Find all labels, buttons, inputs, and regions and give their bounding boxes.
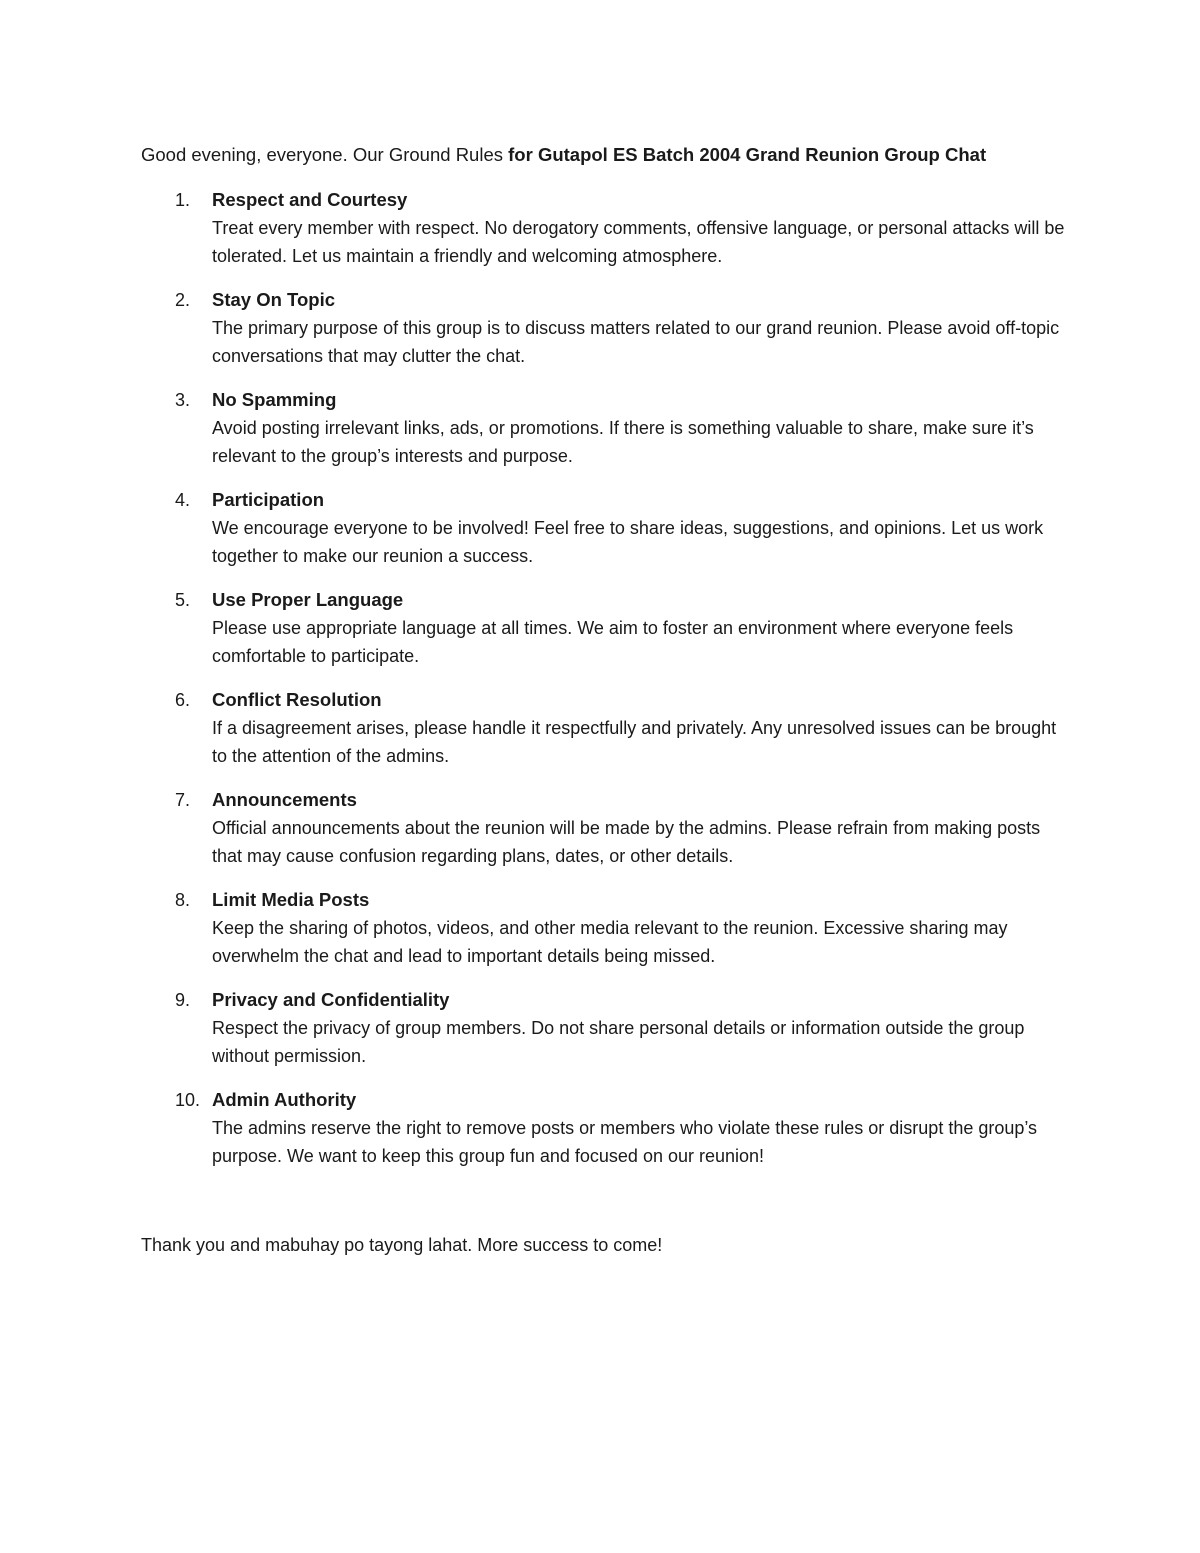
rule-number: 9. (175, 990, 191, 1010)
rule-description: Avoid posting irrelevant links, ads, or promotions. If there is something valuable to share, make sure it’s relevant to the group’s interests and purpose. (212, 418, 1034, 466)
rule-number: 7. (175, 790, 191, 810)
rule-item (141, 786, 1071, 870)
rule-title: Announcements (212, 789, 357, 810)
rule-title: Stay On Topic (212, 289, 336, 310)
rule-item (141, 286, 1071, 370)
rule-description: Official announcements about the reunion will be made by the admins. Please refrain from making posts that may cause confusion regarding plans, dates, or other details. (212, 818, 1041, 866)
rule-title: Admin Authority (212, 1089, 357, 1110)
rule-item (141, 686, 1071, 770)
rule-item (141, 586, 1071, 670)
rule-title: Use Proper Language (212, 589, 404, 610)
rule-description: Respect the privacy of group members. Do not share personal details or information outside the group without permission. (212, 1018, 1025, 1066)
rule-item (141, 1086, 1071, 1170)
closing-line: Thank you and mabuhay po tayong lahat. More success to come! (141, 1235, 663, 1255)
rule-number: 8. (175, 890, 191, 910)
ground-rules-list (141, 186, 1071, 1186)
rule-item (141, 886, 1071, 970)
rule-item (141, 186, 1071, 270)
rule-item (141, 486, 1071, 570)
rule-description: If a disagreement arises, please handle it respectfully and privately. Any unresolved issues can be brought to the attention of the admins. (212, 718, 1057, 766)
rule-description: Please use appropriate language at all times. We aim to foster an environment where everyone feels comfortable to participate. (212, 618, 1014, 666)
rule-description: The primary purpose of this group is to discuss matters related to our grand reunion. Please avoid off-topic conversations that may clutter the chat. (212, 318, 1060, 366)
intro-greeting: Good evening, everyone. Our Ground Rules (141, 144, 509, 165)
rule-description: Keep the sharing of photos, videos, and other media relevant to the reunion. Excessive sharing may overwhelm the chat and lead to important details being missed. (212, 918, 1008, 966)
rule-number: 5. (175, 590, 191, 610)
rule-item (141, 386, 1071, 470)
rule-description: The admins reserve the right to remove posts or members who violate these rules or disrupt the group’s purpose. We want to keep this group fun and focused on our reunion! (212, 1118, 1038, 1166)
rule-number: 2. (175, 290, 191, 310)
rule-title: Participation (212, 489, 325, 510)
rule-title: Privacy and Confidentiality (212, 989, 450, 1010)
rule-number: 6. (175, 690, 191, 710)
rule-number: 4. (175, 490, 191, 510)
intro-line (141, 143, 986, 167)
rule-title: No Spamming (212, 389, 337, 410)
rule-item (141, 986, 1071, 1070)
rule-description: Treat every member with respect. No derogatory comments, offensive language, or personal attacks will be tolerated. Let us maintain a friendly and welcoming atmosphere. (212, 218, 1065, 266)
rule-number: 10. (175, 1090, 201, 1110)
rule-title: Conflict Resolution (212, 689, 382, 710)
rule-title: Limit Media Posts (212, 889, 370, 910)
rule-description: We encourage everyone to be involved! Feel free to share ideas, suggestions, and opinions. Let us work together to make our reunion a success. (212, 518, 1044, 566)
rule-title: Respect and Courtesy (212, 189, 408, 210)
rule-number: 3. (175, 390, 191, 410)
intro-group-name: for Gutapol ES Batch 2004 Grand Reunion Group Chat (508, 144, 987, 165)
rule-number: 1. (175, 190, 191, 210)
